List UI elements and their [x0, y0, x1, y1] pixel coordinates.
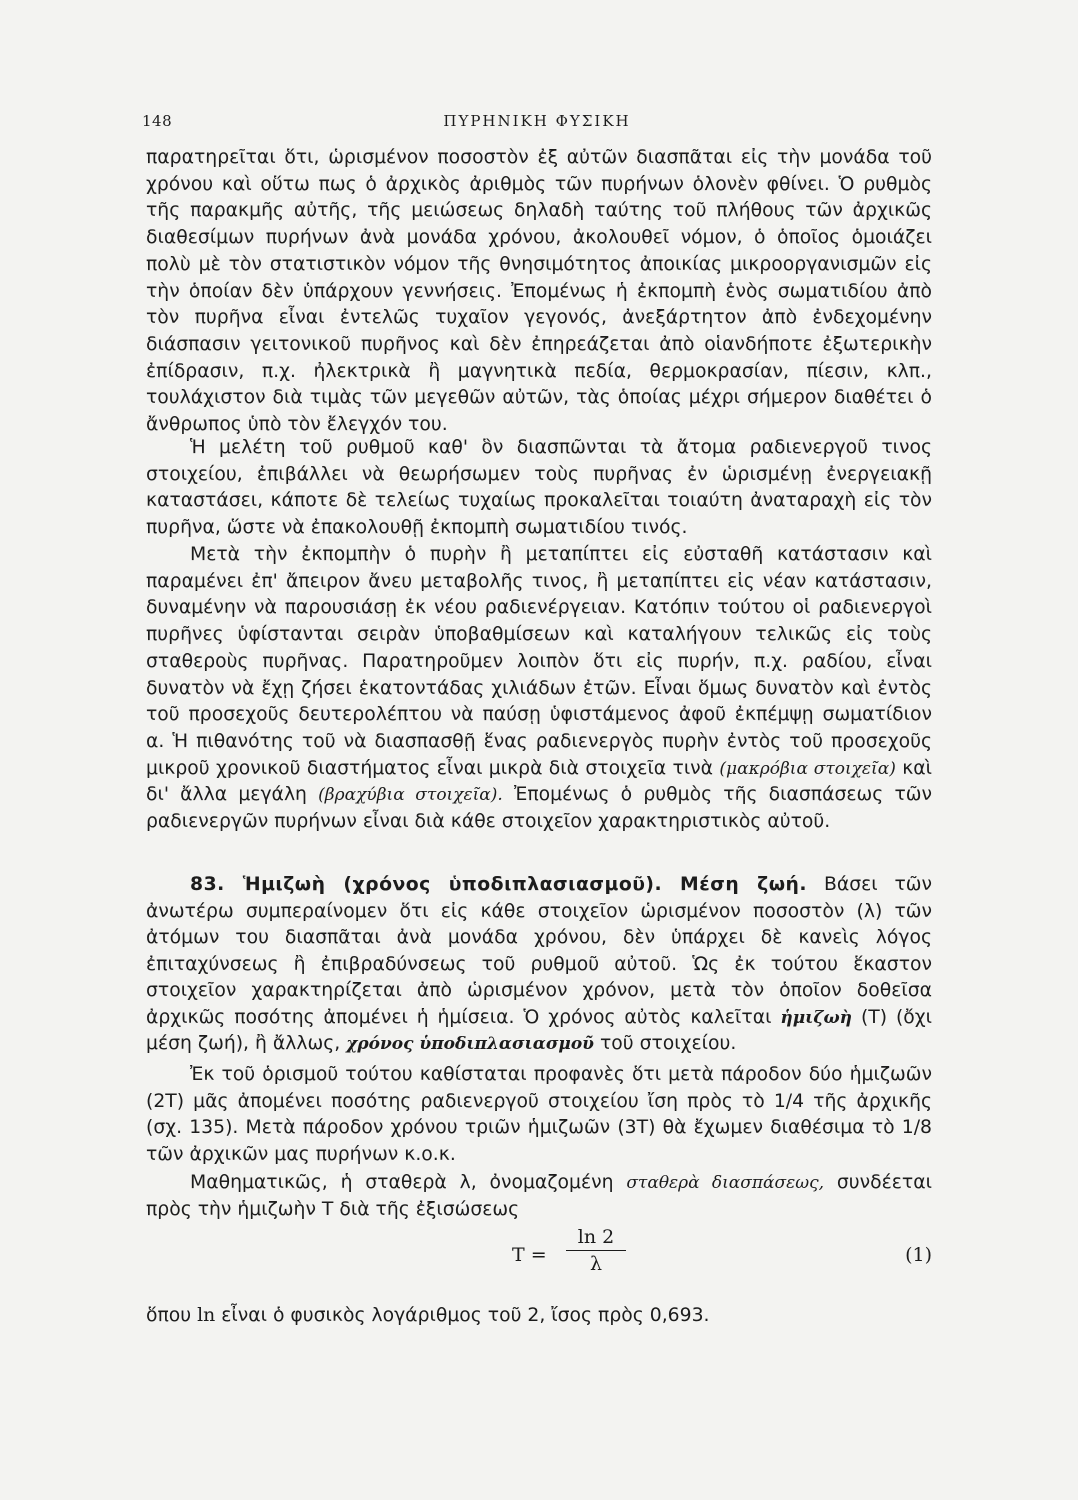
- page-number: 148: [142, 112, 173, 130]
- term-half-life: ἡμιζωὴ: [780, 1007, 853, 1028]
- paragraph-3-emphasis-2: (βραχύβια στοιχεῖα).: [318, 785, 503, 806]
- paragraph-5: Ἐκ τοῦ ὁρισμοῦ τούτου καθίσταται προφανὲς ὅτι μετὰ πάροδον δύο ἡμιζωῶν (2Τ) μᾶς ἀπομένει ποσότης ραδιενεργοῦ στοιχείου ἴση πρὸς τὸ 1/4 τῆς ἀρχικῆς (σχ. 135). Μετὰ πάροδον χρόνου τριῶν ἡμιζωῶν (3Τ) θὰ ἔχωμεν διαθέσιμα τὸ 1/8 τῶν ἀρχικῶν μας πυρήνων κ.ο.κ.: [146, 1064, 932, 1165]
- paragraph-3-text-3: Ἐπομένως ὁ ρυθμὸς τῆς διασπάσεως τῶν ραδιενεργῶν πυρήνων εἶναι διὰ κάθε στοιχεῖον χαρακτηριστικὸς αὐτοῦ.: [146, 784, 932, 833]
- paragraph-6-text-1: Μαθηματικῶς, ἡ σταθερὰ λ, ὀνομαζομένη: [190, 1172, 614, 1193]
- paragraph-1: παρατηρεῖται ὅτι, ὡρισμένον ποσοστὸν ἐξ αὐτῶν διασπᾶται εἰς τὴν μονάδα τοῦ χρόνου καὶ οὕτω πως ὁ ἀρχικὸς ἀριθμὸς τῶν πυρήνων ὁλονὲν φθίνει. Ὁ ρυθμὸς τῆς παρακμῆς αὐτῆς, τῆς μειώσεως δηλαδὴ ταύτης τοῦ πλήθους τῶν ἀρχικῶς διαθεσίμων πυρήνων ἀνὰ μονάδα χρόνου, ἀκολουθεῖ νόμον, ὁ ὁποῖος ὁμοιάζει πολὺ μὲ τὸν στατιστικὸν νόμον τῆς θνησιμότητος ἀποικίας μικροοργανισμῶν εἰς τὴν ὁποίαν δὲν ὑπάρχουν γεννήσεις. Ἐπομένως ἡ ἐκπομπὴ ἑνὸς σωματιδίου ἀπὸ τὸν πυρῆνα εἶναι ἐντελῶς τυχαῖον γεγονός, ἀνεξάρτητον ἀπὸ ἐνδεχομένην διάσπασιν γειτονικοῦ πυρῆνος καὶ δὲν ἐπηρεάζεται ἀπὸ οἱανδήποτε ἐξωτερικὴν ἐπίδρασιν, π.χ. ἠλεκτρικὰ ἢ μαγνητικὰ πεδία, θερμοκρασίαν, πίεσιν, κλπ., τουλάχιστον διὰ τιμὰς τῶν μεγεθῶν αὐτῶν, τὰς ὁποίας μέχρι σήμερον διαθέτει ὁ ἄνθρωπος ὑπὸ τὸν ἔλεγχόν του.: [146, 147, 932, 436]
- equation-lhs: T =: [512, 1244, 547, 1266]
- term-decay-constant: σταθερὰ διασπάσεως,: [626, 1173, 825, 1193]
- equation-numerator: ln 2: [577, 1226, 615, 1248]
- term-halving-time: χρόνος ὑποδιπλασιασμοῦ: [346, 1034, 594, 1054]
- paragraph-6-block: [146, 1170, 932, 1223]
- equation-label: (1): [905, 1244, 932, 1266]
- paragraph-7-block: [146, 1303, 932, 1330]
- paragraph-2-block: [146, 435, 932, 542]
- paragraph-3-emphasis-1: (μακρόβια στοιχεῖα): [719, 758, 896, 779]
- paragraph-3-text-2: καὶ δι' ἄλλα μεγάλη: [146, 757, 932, 806]
- section-text-1: Βάσει τῶν ἀνωτέρω συμπεραίνομεν ὅτι εἰς κάθε στοιχεῖον ὡρισμένον ποσοστὸν (λ) τῶν ἀτόμων του διασπᾶται ἀνὰ μονάδα χρόνου, δὲν ὑπάρχει δὲ κανεὶς λόγος ἐπιταχύνσεως ἢ ἐπιβραδύνσεως τοῦ ρυθμοῦ αὐτοῦ. Ὡς ἐκ τούτου ἕκαστον στοιχεῖον χαρακτηρίζεται ἀπὸ ὡρισμένον χρόνον, μετὰ τὸν ὁποῖον δοθεῖσα ἀρχικῶς ποσότης ἀπομένει ἡ ἡμίσεια. Ὁ χρόνος αὐτὸς καλεῖται: [146, 874, 932, 1028]
- equation-denominator: λ: [566, 1250, 626, 1275]
- paragraph-3-block: [146, 542, 932, 836]
- paragraph-3: [146, 542, 932, 836]
- paragraph-6-text-2: συνδέεται πρὸς τὴν ἡμιζωὴν Τ διὰ τῆς ἐξισώσεως: [146, 1172, 932, 1220]
- running-head: ΠΥΡΗΝΙΚΗ ΦΥΣΙΚΗ: [443, 112, 631, 130]
- paragraph-7-text-1: ὅπου: [146, 1305, 192, 1326]
- paragraph-6: [146, 1170, 932, 1223]
- paragraph-5-block: [146, 1062, 932, 1168]
- section-heading: 83. Ἡμιζωὴ (χρόνος ὑποδιπλασιασμοῦ). Μέση ζωή.: [190, 874, 808, 895]
- paragraph-2: Ἡ μελέτη τοῦ ρυθμοῦ καθ' ὃν διασπῶνται τὰ ἄτομα ραδιενεργοῦ τινος στοιχείου, ἐπιβάλλει νὰ θεωρήσωμεν τοὺς πυρῆνας ἐν ὡρισμένῃ ἐνεργειακῇ καταστάσει, κάποτε δὲ τελείως τυχαίως προκαλεῖται τοιαύτη ἀναταραχὴ εἰς τὸν πυρῆνα, ὥστε νὰ ἐπακολουθῇ ἐκπομπὴ σωματιδίου τινός.: [146, 437, 932, 539]
- ln-symbol: ln: [197, 1305, 216, 1326]
- equation-1: [146, 1226, 932, 1286]
- section-83-paragraph: [146, 872, 932, 1058]
- section-83: [146, 872, 932, 1058]
- paragraph-7-text-2: εἶναι ὁ φυσικὸς λογάριθμος τοῦ 2, ἴσος πρὸς 0,693.: [221, 1305, 710, 1326]
- paragraph-1-block: [146, 145, 932, 439]
- section-text-2: (Τ) (ὄχι μέση ζωή), ἢ ἄλλως,: [146, 1006, 932, 1054]
- section-text-3: τοῦ στοιχείου.: [599, 1033, 737, 1054]
- page-header: [142, 112, 932, 136]
- paragraph-7: [146, 1303, 932, 1330]
- equation-fraction: [566, 1226, 626, 1275]
- paragraph-3-text-1: Μετὰ τὴν ἐκπομπὴν ὁ πυρὴν ἢ μεταπίπτει εἰς εὐσταθῆ κατάστασιν καὶ παραμένει ἐπ' ἄπειρον ἄνευ μεταβολῆς τινος, ἢ μεταπίπτει εἰς νέαν κατάστασιν, δυναμένην νὰ παρουσιάσῃ ἐκ νέου ραδιενέργειαν. Κατόπιν τούτου οἱ ραδιενεργοὶ πυρῆνες ὑφίστανται σειρὰν ὑποβαθμίσεων καὶ καταλήγουν τελικῶς εἰς τοὺς σταθεροὺς πυρῆνας. Παρατηροῦμεν λοιπὸν ὅτι εἰς πυρήν, π.χ. ραδίου, εἶναι δυνατὸν νὰ ἔχῃ ζήσει ἑκατοντάδας χιλιάδων ἐτῶν. Εἶναι ὅμως δυνατὸν καὶ ἐντὸς τοῦ προσεχοῦς δευτερολέπτου νὰ παύσῃ ὑφιστάμενος ἀφοῦ ἐκπέμψῃ σωματίδιον α. Ἡ πιθανότης τοῦ νὰ διασπασθῇ ἕνας ραδιενεργὸς πυρὴν ἐντὸς τοῦ προσεχοῦς μικροῦ χρονικοῦ διαστήματος εἶναι μικρὰ διὰ στοιχεῖα τινὰ: [146, 544, 932, 779]
